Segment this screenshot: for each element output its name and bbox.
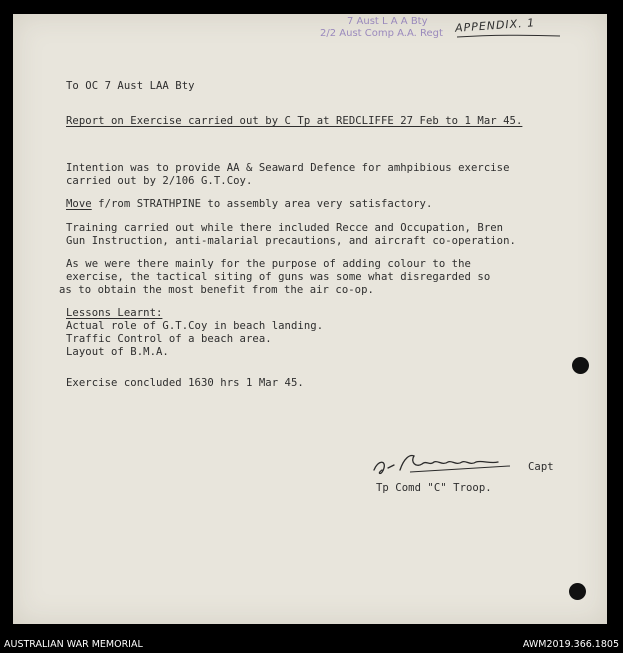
footer-institution: AUSTRALIAN WAR MEMORIAL bbox=[4, 639, 143, 650]
purpose-line-1: As we were there mainly for the purpose of adding colour to the bbox=[66, 258, 471, 270]
move-label: Move bbox=[66, 198, 92, 210]
move-paragraph bbox=[66, 198, 432, 211]
appendix-annotation: APPENDIX. 1 bbox=[454, 16, 536, 35]
lesson-item-1: Actual role of G.T.Coy in beach landing. bbox=[66, 320, 324, 332]
purpose-line-3: as to obtain the most benefit from the air co-op. bbox=[59, 284, 374, 296]
exercise-concluded: Exercise concluded 1630 hrs 1 Mar 45. bbox=[66, 377, 304, 389]
handwritten-signature bbox=[370, 448, 520, 478]
unit-stamp-line1: 7 Aust L A A Bty bbox=[347, 16, 428, 27]
intention-line-1: Intention was to provide AA & Seaward Defence for amhpibious exercise bbox=[66, 162, 510, 174]
purpose-line-2: exercise, the tactical siting of guns was some what disregarded so bbox=[66, 271, 491, 283]
lessons-heading: Lessons Learnt: bbox=[66, 307, 163, 319]
punch-hole-upper bbox=[572, 357, 589, 374]
appendix-underline bbox=[455, 33, 565, 39]
lesson-item-3: Layout of B.M.A. bbox=[66, 346, 169, 358]
move-text: f/rom STRATHPINE to assembly area very satisfactory. bbox=[91, 198, 433, 210]
report-subject: Report on Exercise carried out by C Tp at REDCLIFFE 27 Feb to 1 Mar 45. bbox=[66, 115, 523, 127]
training-line-2: Gun Instruction, anti-malarial precautions, and aircraft co-operation. bbox=[66, 235, 516, 247]
intention-line-2: carried out by 2/106 G.T.Coy. bbox=[66, 175, 253, 187]
lesson-item-2: Traffic Control of a beach area. bbox=[66, 333, 272, 345]
signature-title: Tp Comd "C" Troop. bbox=[376, 482, 492, 494]
signature-rank: Capt bbox=[528, 461, 554, 473]
addressee: To OC 7 Aust LAA Bty bbox=[66, 80, 195, 92]
footer-accession-number: AWM2019.366.1805 bbox=[522, 639, 619, 650]
punch-hole-lower bbox=[569, 583, 586, 600]
unit-stamp-line2: 2/2 Aust Comp A.A. Regt bbox=[320, 28, 443, 39]
training-line-1: Training carried out while there included Recce and Occupation, Bren bbox=[66, 222, 504, 234]
